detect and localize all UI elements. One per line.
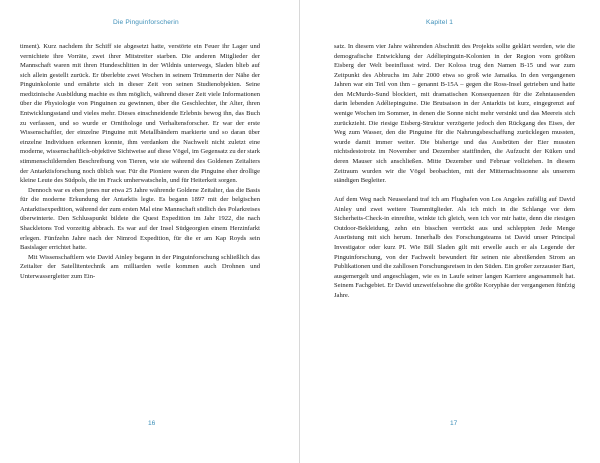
paragraph: Auf dem Weg nach Neuseeland traf ich am Flughafen von Los Angeles zufällig auf David Ainley und zwei weitere Teammitglieder. Als ich mich in die Schlange vor dem Sicherheits-Check-in einreihte, winkte ich gleich, wen ich vor mir hatte, denn die riesigen Outdoor-Bekleidung, zehn ein bisschen verrückt aus und schleppten Jede Menge Ausrüstung mit sich herum. Innerhalb des Forschungsteams ist David unser Principal Investigator oder kurz PI. Wie Bill Sladen gilt mit erwelle auch er als Legende der Pinguinforschung, von der Fachwelt bewundert für seinen nie abreißenden Strom an Publikationen und die zahllosen Forschungsreisen in den Süden. Ein großer zerzauster Bart, ausgemergelt und angeschlagen, wie es in Laufe seiner langen Karriere angesammelt hat. Seinem Fachgebiet. Er David unzweifelsohne die größte Koryphäe der vergangenen fünfzig Jahre. bbox=[334, 196, 575, 299]
right-page-body bbox=[334, 42, 575, 301]
page-number-left: 16 bbox=[148, 420, 156, 427]
left-page-body bbox=[20, 42, 260, 281]
paragraph: Dennoch war es eben jenes nur etwa 25 Jahre währende Goldene Zeitalter, das die Basis für die moderne Erkundung der Antarktis legte. Es begann 1897 mit der belgischen Antarktisexpedition, während der zum ersten Mal eine Mannschaft südlich des Polarkreises überwinterte. Den Schlusspunkt bildete die Quest Expedition im Jahr 1922, die nach Shackletons Tod vorzeitig abbrach. Es war auf der Insel Südgeorgien einem Herzinfarkt erlegen. Fünfzehn Jahre nach der Nimrod Expedition, für die er am Kap Royds sein Basislager errichtet hatte. bbox=[20, 186, 260, 252]
paragraph: satz. In diesem vier Jahre währenden Abschnitt des Projekts sollte geklärt werden, wie die demografische Entwicklung der Adéliepinguin-Kolonien in der Region vom größten Eisberg der Welt beeinflusst wird. Der Koloss trug den Namen B-15 und war zum Zeitpunkt des Abbruchs im Jahr 2000 etwa so groß wie Jamaika. In den vergangenen Jahren war ein Teil von ihm – genannt B-15A – gegen die Ross-Insel getrieben und hatte den McMurdo-Sund blockiert, mit dramatischen Konsequenzen für die Zehntausenden darin lebenden Adéliepinguine. Die Brutsaison in der Antarktis ist kurz, eingegrenzt auf wenige Wochen im Sommer, in denen die Sonne nicht mehr versinkt und das Meereis sich zurückzieht. Die riesige Eisberg-Struktur verzögerte jedoch den Rückgang des Eises, der Weg zum Wasser, den die Pinguine für die Nahrungsbeschaffung zurücklegen mussten, wurde damit immer weiter. Die bisherige und das Ausbrüten der Eier mussten nichtsdestotrotz im November und Dezember stattfinden, die Aufzucht der Küken und deren Mauser sich anschließen. Mitte Dezember und Februar vollziehen. In diesem Zeitraum wurden wir die Vögel beobachten, mit der Mitternachtssonne als unserem ständigen Begleiter. bbox=[334, 43, 575, 185]
paragraph: Mit Wissenschaftlern wie David Ainley begann in der Pinguinforschung schließlich das Zeitalter der Satellitentechnik am milliarden weile kommen auch Drohnen und Unterwassergleiter zum Ein- bbox=[20, 253, 260, 280]
running-head-left: Die Pinguinforscherin bbox=[113, 19, 179, 26]
running-head-right: Kapitel 1 bbox=[426, 19, 454, 26]
right-page bbox=[300, 0, 600, 463]
paragraph: timent). Kurz nachdem ihr Schiff sie abgesetzt hatte, verstörte ein Feuer ihr Lager und vernichtete ihre Vorräte, zwei ihrer Mitstreiter starben. Die anderen Mitglieder der Mannschaft waren mit ihren Hundeschlitten in der Wildnis unterwegs, Sladen blieb auf sich allein gestellt zurück. Er überlebte zwei Wochen in seinem Trümmerin der Nähe der Pinguinkolonie und ernährte sich in dieser Zeit von seinen Studienobjekten. Seine medizinische Ausbildung machte es ihm möglich, während dieser Zeit viele Informationen über die Physiologie von Pinguinen zu gewinnen, über die Geschlechter, ihr Alter, ihren Entwicklungsstand und vieles mehr. Dieses einschneidende Erlebnis bewog ihn, das Buch zu verfassen, und so wurde er Ornithologe und Verhaltensforscher. Er war der erste Wissenschaftler, der einzelne Pinguine mit Metallbändern markierte und so daran über einzelne Individuen erkennen konnte, ihm verdanken die Nachwelt nicht zuletzt eine moderne, wissenschaftlich-objektive Sichtweise auf diese Vögel, im Gegensatz zu der stark stimmenschildernden Beschreibung von Tieren, wie sie während des Goldenen Zeitalters der Antarktisforschung noch üblich war. Für die Pioniere waren die Pinguine eher drollige kleine Leute des Südpols, die im Frack umherwatscheln, und für Heiterkeit sorgen. bbox=[20, 43, 260, 185]
page-number-right: 17 bbox=[450, 420, 458, 427]
